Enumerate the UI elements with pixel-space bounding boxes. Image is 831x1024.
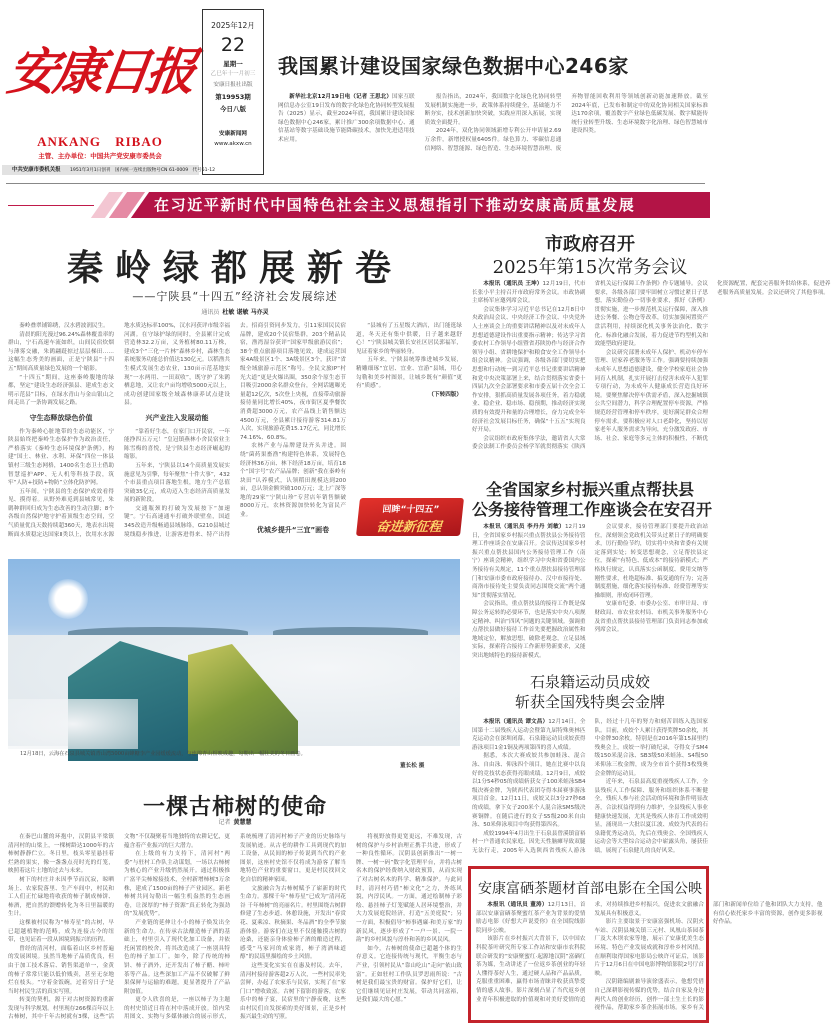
persimmon-byline xyxy=(0,817,470,826)
sea-of-clouds-photo xyxy=(8,559,460,746)
paragraph: 成姣1994年4月出生于石泉县曾溪镇富裕村一户普通农民家庭，因先天性脑瘫导致双腿无法行走，2005年入选陕西省残疾人游泳队，经过十几年的努力和刻苦训练入选国家队。目前，成姣个人累计获得奖牌50余枚，其中金牌30余枚。特别是在2016年第15届里约残奥会上，成姣一举打破纪录，夺得女子SM4级150米混合泳、SB3级50米蛙泳、S4级50米仰泳三枚金牌，成为全市首个获得3枚残奥会金牌的运动员。 xyxy=(472,719,708,854)
founded-date: 1951年3月1日创刊 xyxy=(70,168,111,173)
paragraph xyxy=(472,523,586,600)
paragraph: 会议指出，重点帮扶县的接待工作既是保障公务运转的必要环节，也是落实中央八项规定精神、纠治“四风”问题的关键领域。强调重点帮扶县做好接待工作首先要把握政治属性和地域定位，解放思想，破除老观念，立足县域实际，探索符合接待工作新形势新要求，又能突出地域特色的接待新模式。 xyxy=(472,601,586,659)
persimmon-body xyxy=(8,833,462,1023)
lunar-date: 乙巳年十一月初三 xyxy=(210,71,256,77)
paragraph-text: 12月19日，代市长张小平主持召开市政府常务会议。市政协副主席杨军应邀列席会议。 xyxy=(472,281,586,305)
meeting-body xyxy=(472,280,831,460)
paragraph-text: 12月14日，全国第十二届残疾人运动会暨第九届特殊奥林匹克运动会在深圳闭幕。石泉籍运动员成姣获得游泳项目1金1铜及两项第四的喜人成绩。 xyxy=(472,719,586,751)
paragraph: 国家互联网信息办公室19日发布的数字化绿色化协同转型发展报告（2025）显示，截至2024年底，我国累计建设国家绿色数据中心246家，累计推广300余项数据中心、通信基站等数字基础设施节能降碳技术，加快先进适用技术应用。 xyxy=(278,94,415,143)
section-subhead: 守生态释放绿色价值 xyxy=(29,413,93,422)
paragraph: 2024年，双化协同领域新增专利公开申请量2.69万余件，新增授权量6405件。绿色算力、零碳信息通信网络、智慧能源、绿色智造、生态环境智慧治理、废弃物智能回收利用等领域创新动能加速释放。截至2024年底，已发布和制定中的双化协同相关国家标准达170余项，覆盖数字产业绿色低碳发展、数字赋能传统行业转型升级、生态环境数字化治理、绿色智慧城市建设四类。 xyxy=(424,94,708,152)
film-title[interactable]: 安康富硒茶题材首部电影在全国公映 xyxy=(478,881,702,897)
paragraph: 树下的村庄并未因季节而沉寂，晾晒场上、农家院落里、生产车间中，村民和工人们正忙碌地将收获的柿子制成柿饼、柿酒，把自然的馈赠转化为冬日里温暖的生计。 xyxy=(8,876,114,918)
paragraph: 秦岭叠翠铺锦绣，汉水碧波润民生。 xyxy=(19,323,109,329)
paragraph: “靠着好生态，在家门口开民宿，一年能挣四五万元！”皇冠镇燕林小舍民宿业主陈雪梅的喜悦，是宁陕县生态经济崛起的缩影。 xyxy=(124,428,230,461)
paragraph: 会议集体学习习近平总书记在12月8日中央政治局会议、中央经济工作会议、中央党外人士座谈会上的重要讲话精神以及对未成年人思想道德建设作出重要指示精神；传达学习省委农村工作领导小组暨省苏陕协作与经济合作领导小组、省耕地保护和粮食安全工作领导小组会议精神。会议强调，各级各部门要切实把思想和行动统一到习近平总书记重要讲话精神和党中央决策部署上来，结合贯彻落实省委十四届九次全会部署要求和市委五届十次全会工作安排，狠抓高质量发展各项任务，着力稳就业、稳企业、稳市场、稳预期，推动经济实现质的有效提升和量的合理增长，奋力完成全年经济社会发展目标任务，确保“十五五”实现良好开局。 xyxy=(472,306,586,434)
photo-credit: 董长松 摄 xyxy=(400,763,425,769)
english-name: ANKANG RIBAO xyxy=(37,134,163,149)
paragraph: “县城有了五星级大酒店，出门能逛绿道，冬天还有集中供暖，日子越来越舒心！”宁陕县城关镇长安社区居民郭福军，见证着家乡的华丽转身。 xyxy=(356,323,462,355)
theme-banner: 在习近平新时代中国特色社会主义思想指引下推动安康高质量发展 xyxy=(150,192,710,218)
paragraph: 转变的契机，源于对古树资源的重新发现与科学规划。村里现存266棵百年以上古柿树，其中千年古树就有3棵，这些“活文物”不仅凝聚着当地独特的农耕记忆，更蕴含着产业振兴的巨大潜力。 xyxy=(8,834,230,1021)
paragraph: 产业链的延伸让小小的柿子焕发出全新的生命力。在传承古法酿造柿子酒的基础上，村里引入了现代化加工设备，并依托闲置的校舍，将其改造成了一座别具特色的柿子加工厂。如今，除了传统的柿饼、柿子酒外，还开发出了柿子醋、柿叶茶等产品。这些深加工产品不仅破解了鲜果保鲜与运输的难题，更显著提升了产品附加值。 xyxy=(124,919,230,995)
date-box xyxy=(202,9,264,175)
organ-label: 中共安康市委机关报 xyxy=(12,167,61,173)
paragraph: 安康市纪委、市委办公室、市审计局、市财政局、市农业农村局、市机关事务服务中心及省重点帮扶县接待管理部门负责同志参加或列席会议。 xyxy=(594,601,708,634)
paragraph: 会议要求，接待管理部门要提升政治站位，深刻领会党政机关带头过紧日子的明确要求，厉行勤俭节约，切实将中央和省委有关规定落到实处；转变思想观念，立足帮扶县定位，探索“有特色、低成本”的接待新模式；严格执行规定，认真落实公函制度、费用交纳等刚性要求，杜绝超标准、搞变通的行为；完善制度措施，细化落实接待标准、经费管理等实操细则，形成闭环管理。 xyxy=(594,524,708,599)
section-subhead: 兴产业注入发展动能 xyxy=(145,413,209,422)
paragraph: 影片主要取景于安康富强机场、汉阴火车站、汉阴县城关镇三元村、凤凰山茶园茶厂及大木坝农家等地，展示了安康优美生态环境、特色产业发展成就和淳朴乡村风情。在顺利取得国家电影局公映许可证后，该影片于12月6日在中国电影博物馆影院2号厅首映。 xyxy=(594,919,704,977)
byline-role: 记者 xyxy=(218,819,231,826)
paragraph xyxy=(476,901,586,935)
paragraph-text: 12月19日，全省国家乡村振兴重点帮扶县公务接待管理工作座谈会在安康召开。会议传达国家乡村振兴重点帮扶县国内公务接待管理工作（南宁）座谈会精神，组织学习中央和省委国内公务接待有关规定，11个重点帮扶县接待管理部门和安康市委市政府接待办、汉中市接待处、商洛市接待处主要负责同志围绕交流“两个通知”贯彻落实情况。 xyxy=(472,524,586,599)
weekday: 星期一 xyxy=(223,59,243,68)
masthead-divider xyxy=(6,183,705,184)
paragraph xyxy=(472,280,586,306)
paragraph: 报告指出，2024年，我国数字化绿色化协同转型发展机制实施进一步，政策体系持续健全，基础能力不断夯实，技术创新加快突破，实践应用深入拓展，实现质效全面提升。 xyxy=(424,94,562,126)
top-headline[interactable]: 我国累计建设国家绿色数据中心246家 xyxy=(278,54,629,78)
paragraph: 农林产业与品牌建设齐头并进。围绕“菌药果畜渔”构建特色体系，发展特色经济林36万亩、林下经济18万亩，培育18个“国字号”农产品品牌；创新“我在秦岭有块田”认养模式，认领稻田规模达到200亩，总认领金额突破100万元；北上广深等地的29家“宁陕山珍”专营店年销售额破8000万元，农林资源加快转化为富民产业。 xyxy=(240,443,346,519)
paragraph: 文旅融合为古柿树赋予了崭新的时代生命力。那棵千年“柿寿星”已成为“清河花谷 千年柿树”的亮丽名片。村里围绕古树群修建了生态步道、休憩设施，开发出“春赏花、夏乘凉、秋摘果、冬品酒”的全季节旅游体验。游客们在这里不仅能触摸古树的沧桑，还能亲身体验柿子酒的酿造过程，感受“马家河的成家湾，柿子湾酒味道醇”的民谣里描绘的乡土风情。 xyxy=(240,885,346,961)
website-name: 安康新闻网 xyxy=(219,131,247,138)
dateline: 本报讯（通讯员 董涛） xyxy=(487,902,548,908)
athlete-title-line1[interactable]: 石泉籍运动员成姣 xyxy=(529,673,650,691)
athlete-title-line2[interactable]: 斩获全国残特奥会金牌 xyxy=(514,693,665,711)
paragraph: 清晨的阳光漫过96.24%森林覆盖率的群山，宁石高速车流如织，山间民宿炊烟与薄雾交融，朱鹮翩跹掠过层层梯田……这幅生态秀美的画面，正是宁陕县“十四五”期间高质量绿色发展的一个缩影。 xyxy=(8,331,114,372)
dateline: 本报讯（通讯员 王坤） xyxy=(483,281,543,287)
byline-names: 黄慧慧 xyxy=(233,819,252,826)
year-month: 2025年12月 xyxy=(211,21,255,30)
issue-number: 第19953期 xyxy=(215,93,251,102)
issn: 国内统一连续出版物号CN 61-0009 xyxy=(114,168,189,173)
meeting-title-line1[interactable]: 市政府召开 xyxy=(545,234,635,255)
paragraph: “十四五”期间，这座秦岭腹地的绿都，坚定“建设生态经济强县、建成生态文明示范县”目标，在绿水青山与金山银山之间走出了一条协调发展之路。 xyxy=(8,374,114,407)
paragraph xyxy=(472,718,586,752)
paragraph: 更令人欣喜的是，一座以柿子为主题的村史馆近日将在村中落成开放。馆内采用图文、实物与多媒体融合的展示形式，系统梳理了清河村柿子产业的历史脉络与发展轨迹。从古老的耕作工具到现代的加工设备，从民间的柿子传说到当代的产业图景，这座村史馆不仅将成为游客了解当地特色产业的重要窗口，更是村民找回文化自信的精神家园。 xyxy=(124,834,346,1021)
paragraph: 近年来，石泉县高度重视残疾人工作，全县残疾人工作保障、服务和组织体系不断健全，残疾人参与社会活动的环境和条件明显改善，合法权益得到有力维护，全县残疾人事业健康快速发展，尤其是残疾人体育工作成效明显，涌现出一大批以夏江波、成姣为代表的石泉籍优秀运动员，先后在残奥会、全国残疾人运动会等大型综合运动会中崭露头角，屡获佳绩，展现了石泉健儿的良好风采。 xyxy=(594,779,708,854)
persimmon-title[interactable]: 一棵古柿树的使命 xyxy=(142,794,327,820)
paragraph: 汉阴籍编剧兼导演徐盛表示，他想凭借自己深耕影视传媒的优势，结合自家及身边两代人的创业经历，创作一部土生土长的影视作品，帮助家乡茶企拓展市场。家乡有关部门和新闻单位给了他和团队大力支持，他有信心依托家乡丰富的资源，创作更多影视好作品。 xyxy=(594,902,823,1012)
sun xyxy=(48,579,88,619)
paragraph: 作为秦岭心脏地带的生态功能区，宁陕县始终把秦岭生态保护作为政治责任，严格落实《秦岭生态环境保护条例》，构建“国土、林业、水利、环保”四位一体县镇村三级生态网格，1400名生态卫士借助智慧巡护APP、无人机等科技手段，筑牢“人防+技防+物防”立体化防护网。 xyxy=(8,428,114,487)
athlete-body xyxy=(472,718,708,864)
paragraph: 曾经的清河村，面临着山区乡村普遍的发展困境。虽然当地柿子品质优良，但由于加工技术落后、销售渠道单一，金黄的柿子常常只能以低价贱卖，甚至无奈地烂在枝头。“守着金饭碗，过着穷日子”是当时村民生活的真实写照。 xyxy=(8,945,114,995)
page-count: 今日八版 xyxy=(220,104,246,113)
feature-title[interactable]: 秦岭绿都展新卷 xyxy=(66,248,403,289)
dateline: 本报讯（通讯员 谭文昌） xyxy=(483,719,549,725)
paragraph: 该影片在乡村振兴大背景下，以中国农科院茶叶研究所专家工作站和安康市农科院联合研发的“安康聚蜜红·起源地汉阴”富硒红茶为媒，生动讲述了一位返乡茶创业的年轻人懂得茶好人生，通过硬人品和产品品质，克服重重困难，赢得市场青睐并收获真挚爱情的感人故事。影片深刻凸显了当代返乡创业青年积极进取的价值观和对美好爱情的追求，对持续推进乡村振兴，促进农文旅融合发展具有积极意义。 xyxy=(476,902,704,1003)
banner-line xyxy=(8,205,94,206)
paragraph: 如今，古柿树的使命已超越个体的生存意义。它连接传统与现代，平衡生态与产业，引领村民从“靠山吃山”走向“依山致富”。正如驻村工作队员罗思雨所说：“古树是我们最宝贵的财富。保护好它们，让它们继续见证村庄发展，带动共同富裕，是我们最大的心愿。” xyxy=(356,945,462,1004)
paragraph: 会议组织市政府集体学法，邀请省人大常委会法制工作委员会杨学军就贯彻落实《陕西省机关运行保障工作条例》作专题辅导。会议要求，各级各部门要牢固树立习惯过紧日子思想，落实勤俭办一切事业要求，抓好《条例》贯彻实施，进一步规范机关运行保障，深入推进公务餐、公物仓等改革，切实加强闲置资产盘活利用，持续深化机关事务法治化、数字化、标准化融合发展，着力促进节约型机关和效能型政府建设。 xyxy=(472,281,708,451)
byline-role: 通讯员 xyxy=(201,309,220,316)
paragraph: 五年来，宁陕县统筹推进城乡发展，精雕细琢“宜居、宜业、宜游”县域，用心勾勒和美乡村图景，让城乡既有“颜值”更有“质感”。 xyxy=(356,357,462,390)
newspaper-logo: 安康日报 xyxy=(3,42,197,101)
publication-info-bar xyxy=(2,165,216,175)
meeting-title-line2[interactable]: 2025年第15次常务会议 xyxy=(492,257,688,278)
feature-byline xyxy=(0,307,470,316)
series-badge xyxy=(356,498,464,536)
website-link[interactable]: www.akxw.cn xyxy=(214,140,252,147)
reception-title-line2[interactable]: 公务接待管理工作座谈会在安召开 xyxy=(472,500,713,519)
paragraph-text: 12月13日，首部以安康富硒茶聚蜜红茶产业为背景的爱情励志电影《好想大声说爱你》在全国院线影院同步公映。 xyxy=(476,902,586,934)
postal-code: 代号51-12 xyxy=(192,168,216,173)
dateline: 本报讯（通讯员 李丹丹 刘敏） xyxy=(483,524,565,530)
film-body xyxy=(476,901,823,1017)
byline-names: 杜敏 谌敏 马亦灵 xyxy=(222,309,269,316)
day: 22 xyxy=(220,33,246,56)
paragraph: 会议研究部署未成年人保护、机动车停车管理、居家养老服务等工作。强调要持续加强未成年人思想道德建设，健全学校家庭社会协同育人机制，扎实开展打击侵害未成年人犯罪专项行动，为未成年人健康成长营造良好环境。要聚焦解决停车供需矛盾，深入挖掘城镇公共空间潜力，科学合理配置停车资源，严格规范经营管理和停车秩序，更好满足群众合理停车需求。要积极应对人口老龄化，坚持以居家老年人服务需求为导向，充分激发政府、市场、社会、家庭等多元主体的积极性，不断优化资源配置，配套完善服务供给体系，促进养老服务高质量发展。会议还研究了其他事项。 xyxy=(594,281,831,442)
photo-caption: 12月18日，云海在石泉县城关镇青山湾5000亩蜂糖李产业园缓缓流动，与连绵青山相映成趣，勾勒出一幅壮美的冬日画卷。 xyxy=(20,751,306,757)
continued-note: （下转四版） xyxy=(428,391,462,398)
top-article-body xyxy=(278,93,708,155)
badge-line2: 奋进新征程 xyxy=(375,520,443,535)
paragraph: 这些变化实实在在惠及村民。去年，清河村接待游客超2万人次，一些村民率先尝鲜，办起了农家乐与民宿，实现了在“家门口”增收致富。古树下留影的游客，农家乐中的柿子宴，民宿里的宁静夜晚，这些由村民们自发探索的美好图景，正是乡村振兴最生动的写照。 xyxy=(240,962,346,1021)
reception-title-line1[interactable]: 全省国家乡村振兴重点帮扶县 xyxy=(485,480,694,499)
paragraph: 据悉，本次大赛成姣共参加蛙泳、混合泳、自由泳、仰泳四个项目，她在比赛中以良好的竞技状态获得亮眼成绩。12月9日，成姣以1分54秒05的成绩斩获女子100米蛙泳SB4级决赛金牌，为陕西代表团夺得本届赛事游泳项目首金。12月11日，成姣又以3分27秒68的成绩，拿下女子200米个人混合泳SM5级决赛铜牌。在随后进行的女子S5级200米自由泳、50米仰泳项目中均获得第四名。 xyxy=(472,753,586,829)
paragraph: 交通瓶颈的打破为发展按下“加速键”。宁石高速通车打破外联壁垒，国道345改造升级畅通县域脉络，G210县城过境线稳步推进，让游客进得来、特产出得去。招商引资同步发力，引11家国民民宿品牌，建成20个民宿集群，203个精品民宿，渔湾湿谷获评“国家甲级旅游民宿”；38个重点旅游项目落地见效，建成运营国家4A级景区1个、3A级景区3个，获评“省级全域旅游示范区”称号。全民文旅IP“村光大道”更是火爆出圈，350余个原生态节目吸引2000余名群众登台，全网话题曝光量超12亿次，5次登上央视，直接带动旅游接待量同比增长40%，夜市街区夏季餐饮消费超3000万元，农产品线上销售额达4500万元，全县累计接待游客314.81万人次，实现旅游花费15.17亿元，同比增长74.16%、60.8%。 xyxy=(124,323,346,538)
sponsor-line: 主管、主办单位：中国共产党安康市委员会 xyxy=(38,152,162,160)
paragraph: 在上级的有力支持下，清河村“两委”与驻村工作队主动谋划，一场以古柿树为核心的产业升级悄然展开。通过积极推广富平尖柿嫁接技术，全村新增柿树3万余株，建成了1500亩的柿子产业园区。新老柿树共同勾勒出一幅生机盎然的生态画卷，让深厚的“柿子资源”真正转化为强劲的“发展优势”。 xyxy=(124,851,230,918)
paragraph: 五年来，宁陕县以14个高质量发展实施意见为引擎，每年聚焦“十件大事”，432个市县重点项目落地生根，地方生产总值突破35亿元，成功迈入生态经济高质量发展的新阶段。 xyxy=(124,462,230,504)
paragraph: 这棵被村民称为“柿寿星”的古树，早已超越植物的范畴，成为连接古今的纽带，也见证着一段从困境到振兴的历程。 xyxy=(8,919,114,944)
dateline: 新华社北京12月19日电（记者 王思北） xyxy=(289,94,393,100)
paragraph: 五年间，宁陕县的生态保护成效看得见、摸得着。从野外难觅到县城常见，朱鹮种群回归成为生态改善的生动注脚；8个各级自然保护地守护着顶级生态空间，空气质量优良天数持续超360天，地表水出境断面水质稳定达国家Ⅱ类以上，饮用水水源地水质达标率100%，汉水河获评市级幸福河湖。在守绿护绿的同时，全县累计完成营造林32.2万亩，义务植树80.11万株，建成3个“三化一片林”森林乡村，森林生态系统服务功能总价值达130亿元。以稻渔共生模式发展生态农业，130亩示范基地实现“一水两用、一田双收”，既守护了朱鹮栖息地，又让农户亩均增收5000元以上，成功创建国家级全域森林康养试点建设县。 xyxy=(8,323,230,538)
reception-body xyxy=(472,523,708,661)
badge-line1: 回眸“十四五” xyxy=(381,505,440,515)
paragraph: 将视野放得更宽更远，不难发现，古树的保护与乡村治理正携手共进，形成了一种良性循环。汉阴县创新推出“一树一牌、一树一码”数字化管理平台，并将古树名木的保护经费纳入财政预算，从而实现了对古树名木的科学、精准保护。与此同时，清河村巧借“柿文化”之力，外练风貌，内淳民风。一方面，通过绘制柿子彩绘、悬挂柿子灯笼赋能人居环境整治，并大力发展庭院经济，打造“五美庭院”；另一方面，积极倡导“柿事遇廉·和美万家”的新民风，逐步形成了“一户一景、一院一韵”的乡村风貌与淳朴和善的乡风民风。 xyxy=(356,834,462,944)
publisher: 安康日报社出版 xyxy=(213,81,253,88)
feature-subtitle: ——宁陕县“十四五”经济社会发展综述 xyxy=(132,290,338,303)
section-subhead: 优城乡提升“三宜”画卷 xyxy=(256,525,330,534)
cloud-foreground xyxy=(8,699,138,749)
paragraph: 在秦巴山麓的环抱中，汉阴县平梁镇清河村的山梁上，一棵树龄达1000年的古柿树静静伫立。冬日里，枝头零星悬挂着烂熟的果实，像一盏盏点亮时光的灯笼，映照着这片土地的过去与未来。 xyxy=(8,834,114,875)
